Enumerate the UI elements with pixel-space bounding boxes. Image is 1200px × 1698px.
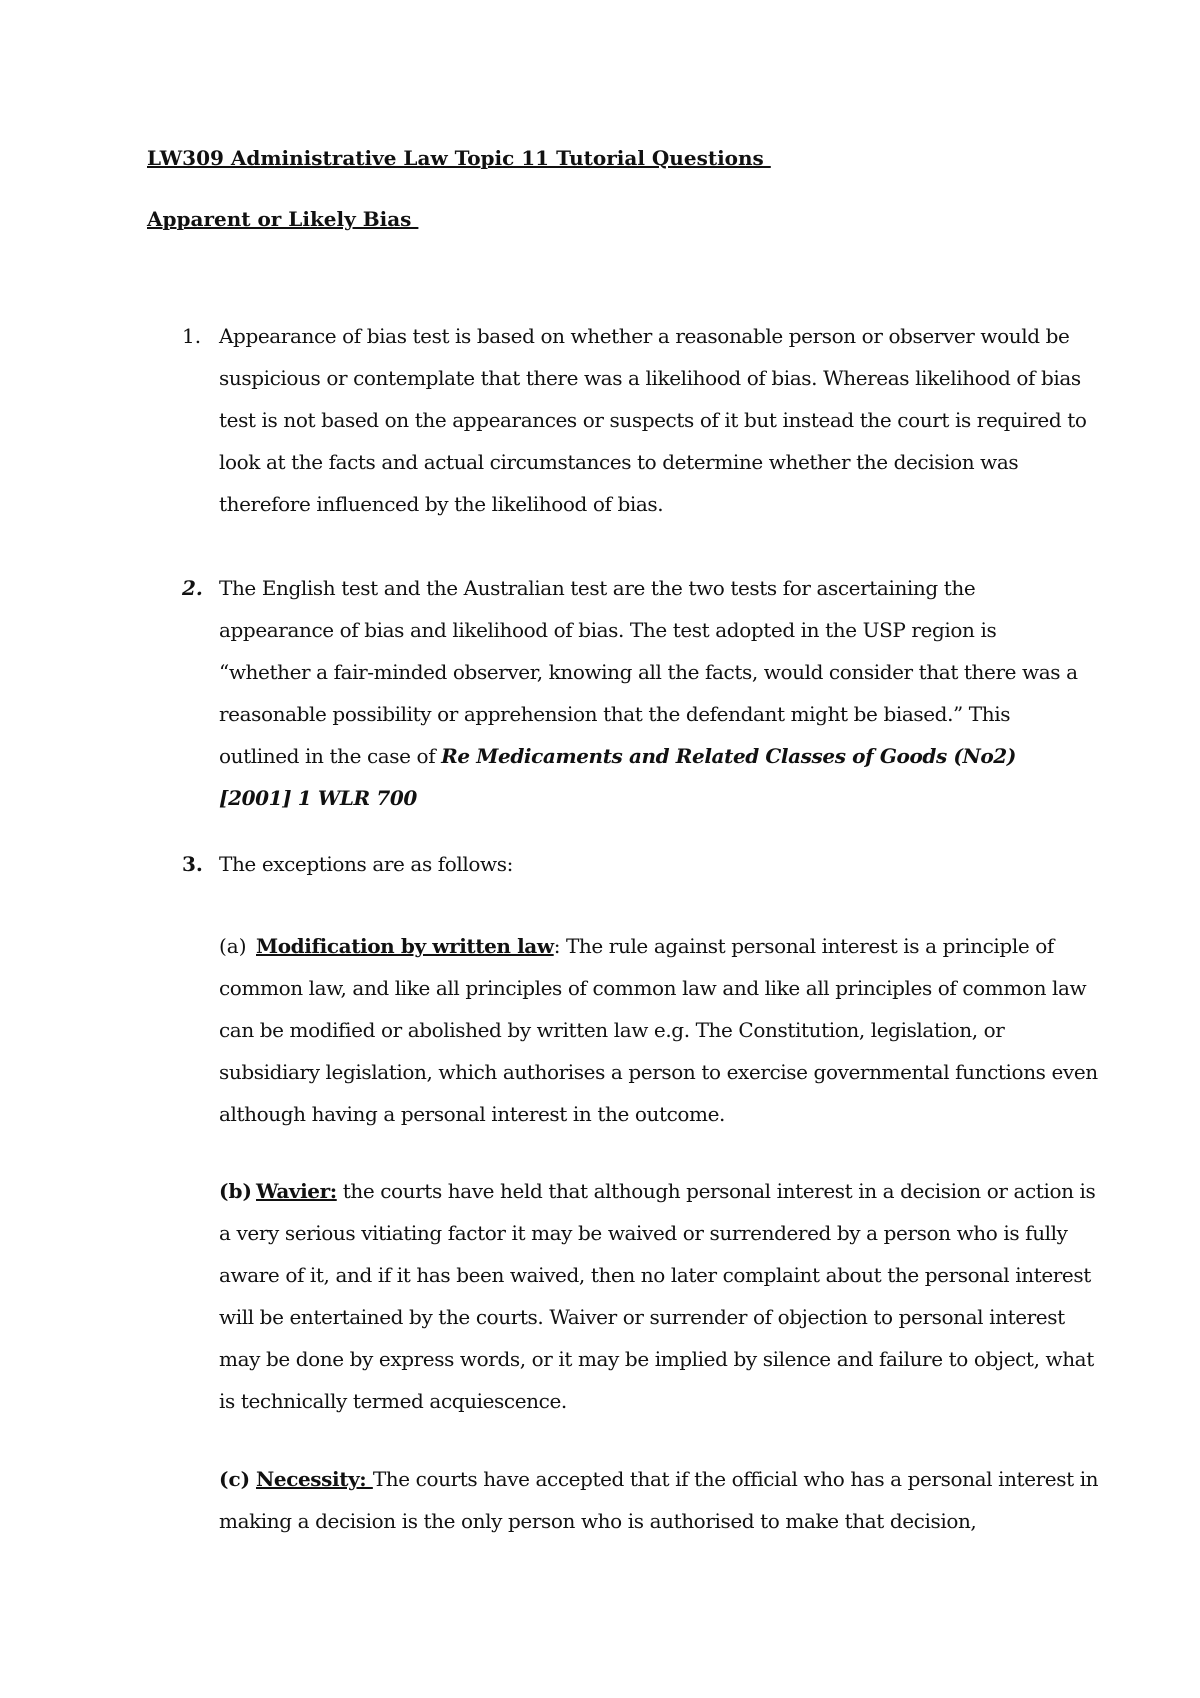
exception-c-text: The courts have accepted that if the official who has a personal interest in making a decision is the only person who is authorised to make that decision, bbox=[219, 1467, 1099, 1533]
q2-text: The English test and the Australian test are the two tests for ascertaining the appearance of bias and likelihood of bias. The test adopted in the USP region is “whether a fair-minded observer, knowing all the facts, would consider that there was a reasonable possibility or apprehension that the defendant might be biased.” This outlined in the case of bbox=[219, 576, 1078, 768]
exception-a-heading: Modification by written law bbox=[256, 934, 554, 958]
exception-b-text: the courts have held that although personal interest in a decision or action is a very serious vitiating factor it may be waived or surrendered by a person who is fully aware of it, and if it has been waived, then no later complaint about the personal interest will be entertained by the courts. Waiver or surrender of objection to personal interest may be done by express words, or it may be implied by silence and failure to object, what is technically termed acquiescence. bbox=[219, 1179, 1096, 1413]
document-title: LW309 Administrative Law Topic 11 Tutorial Questions bbox=[147, 146, 771, 170]
q3-number: 3. bbox=[182, 852, 203, 876]
exception-b-label: (b) bbox=[219, 1179, 252, 1203]
q2-number: 2. bbox=[182, 576, 203, 600]
q3-intro: The exceptions are as follows: bbox=[219, 852, 513, 876]
exception-b-heading: Wavier: bbox=[256, 1179, 337, 1203]
q2-answer bbox=[219, 567, 1089, 819]
exception-b bbox=[219, 1170, 1099, 1422]
exception-a-label: (a) bbox=[219, 934, 247, 958]
exception-c-label: (c) bbox=[219, 1467, 251, 1491]
q2-case-citation: Re Medicaments and Related Classes of Goods (No2) [2001] 1 WLR 700 bbox=[219, 744, 1016, 810]
q1-answer: Appearance of bias test is based on whether a reasonable person or observer would be suspicious or contemplate that there was a likelihood of bias. Whereas likelihood of bias test is not based on the appearances or suspects of it but instead the court is required to look at the facts and actual circumstances to determine whether the decision was therefore influenced by the likelihood of bias. bbox=[219, 324, 1087, 516]
exception-a-text: : The rule against personal interest is a principle of common law, and like all principles of common law and like all principles of common law can be modified or abolished by written law e.g. The Constitution, legislation, or subsidiary legislation, which authorises a person to exercise governmental functions even although having a personal interest in the outcome. bbox=[219, 934, 1098, 1126]
exception-c-heading: Necessity: bbox=[256, 1467, 373, 1491]
q1-number: 1. bbox=[182, 324, 202, 348]
document-subtitle: Apparent or Likely Bias bbox=[147, 207, 419, 231]
exception-a bbox=[219, 925, 1099, 1135]
exception-c bbox=[219, 1458, 1099, 1542]
